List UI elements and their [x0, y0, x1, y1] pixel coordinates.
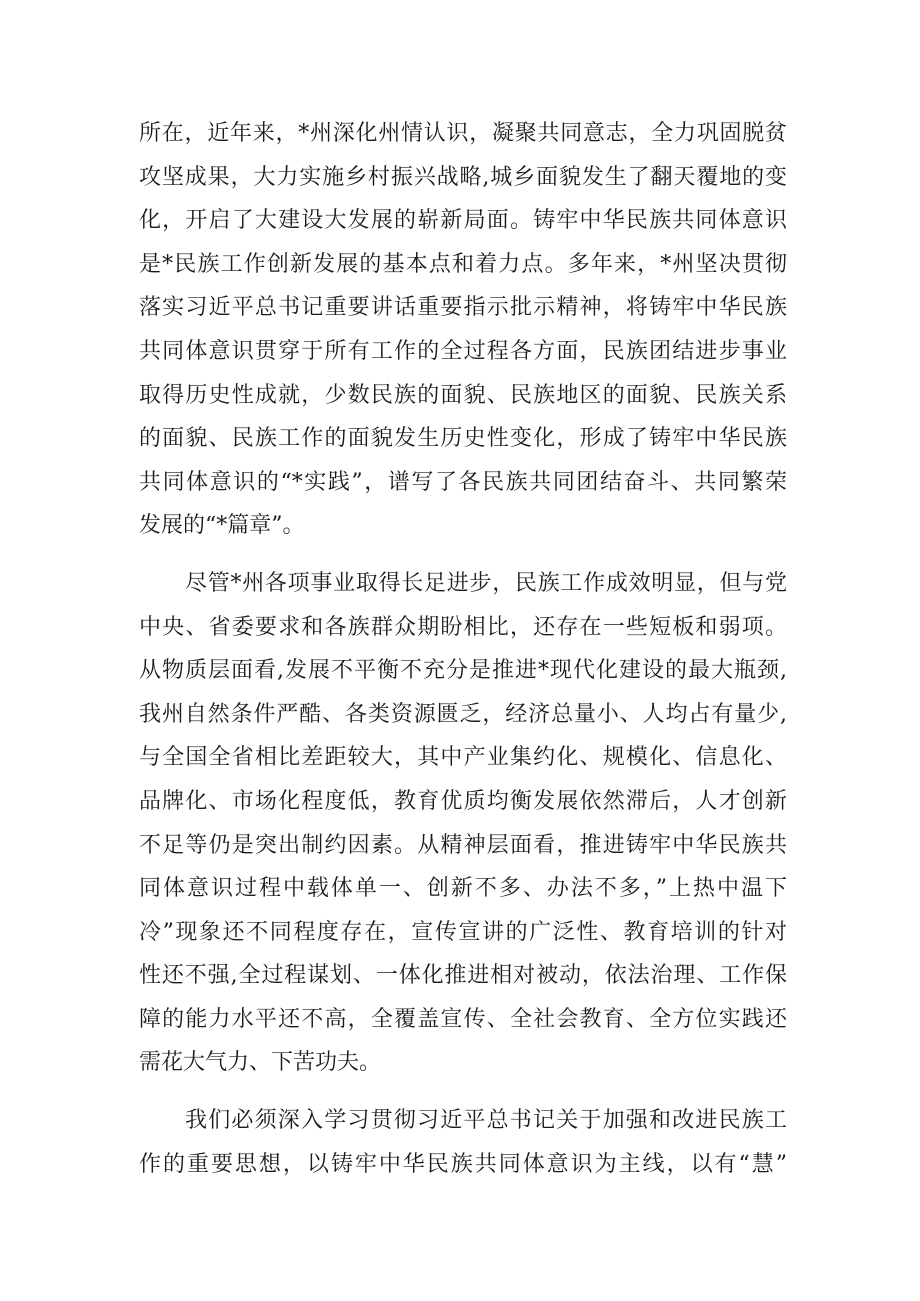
- paragraph-line: 不足等仍是突出制约因素。从精神层面看，推进铸牢中华民族共: [139, 832, 787, 858]
- paragraph-line: 攻坚成果，大力实施乡村振兴战略,城乡面貌发生了翻天覆地的变: [139, 164, 787, 190]
- paragraph-line: 取得历史性成就，少数民族的面貌、民族地区的面貌、民族关系: [139, 382, 787, 408]
- paragraph-3: [139, 1099, 787, 1186]
- paragraph-line: 落实习近平总书记重要讲话重要指示批示精神，将铸牢中华民族: [139, 295, 787, 321]
- paragraph-line: 的面貌、民族工作的面貌发生历史性变化，形成了铸牢中华民族: [139, 426, 787, 452]
- paragraph-2: [139, 562, 787, 1085]
- paragraph-line: 我州自然条件严酷、各类资源匮乏，经济总量小、人均占有量少,: [139, 701, 787, 727]
- paragraph-line: 共同体意识贯穿于所有工作的全过程各方面，民族团结进步事业: [139, 338, 787, 364]
- paragraph-line: 我们必须深入学习贯彻习近平总书记关于加强和改进民族工: [185, 1108, 787, 1134]
- paragraph-1: [139, 112, 787, 548]
- paragraph-line: 共同体意识的“*实践”，谱写了各民族共同团结奋斗、共同繁荣: [139, 469, 787, 495]
- paragraph-line: 作的重要思想，以铸牢中华民族共同体意识为主线，以有“慧”: [139, 1151, 787, 1177]
- paragraph-line: 中央、省委要求和各族群众期盼相比，还存在一些短板和弱项。: [139, 614, 787, 640]
- paragraph-line: 同体意识过程中载体单一、创新不多、办法不多，”上热中温下: [139, 876, 787, 902]
- paragraph-line: 尽管*州各项事业取得长足进步，民族工作成效明显，但与党: [185, 570, 787, 596]
- paragraph-line: 从物质层面看,发展不平衡不充分是推进*现代化建设的最大瓶颈,: [139, 658, 787, 684]
- paragraph-line: 障的能力水平还不高，全覆盖宣传、全社会教育、全方位实践还: [139, 1006, 787, 1032]
- paragraph-line: 性还不强,全过程谋划、一体化推进相对被动，依法治理、工作保: [139, 963, 787, 989]
- paragraph-line: 化，开启了大建设大发展的崭新局面。铸牢中华民族共同体意识: [139, 208, 787, 234]
- paragraph-line: 发展的“*篇章”。: [139, 513, 305, 539]
- document-body: [139, 112, 787, 1186]
- paragraph-line: 是*民族工作创新发展的基本点和着力点。多年来，*州坚决贯彻: [139, 251, 787, 277]
- paragraph-line: 需花大气力、下苦功夫。: [139, 1050, 382, 1076]
- paragraph-line: 冷”现象还不同程度存在，宣传宣讲的广泛性、教育培训的针对: [139, 919, 787, 945]
- paragraph-line: 与全国全省相比差距较大，其中产业集约化、规模化、信息化、: [139, 745, 787, 771]
- paragraph-line: 品牌化、市场化程度低，教育优质均衡发展依然滞后，人才创新: [139, 788, 787, 814]
- paragraph-line: 所在，近年来，*州深化州情认识，凝聚共同意志，全力巩固脱贫: [139, 121, 787, 146]
